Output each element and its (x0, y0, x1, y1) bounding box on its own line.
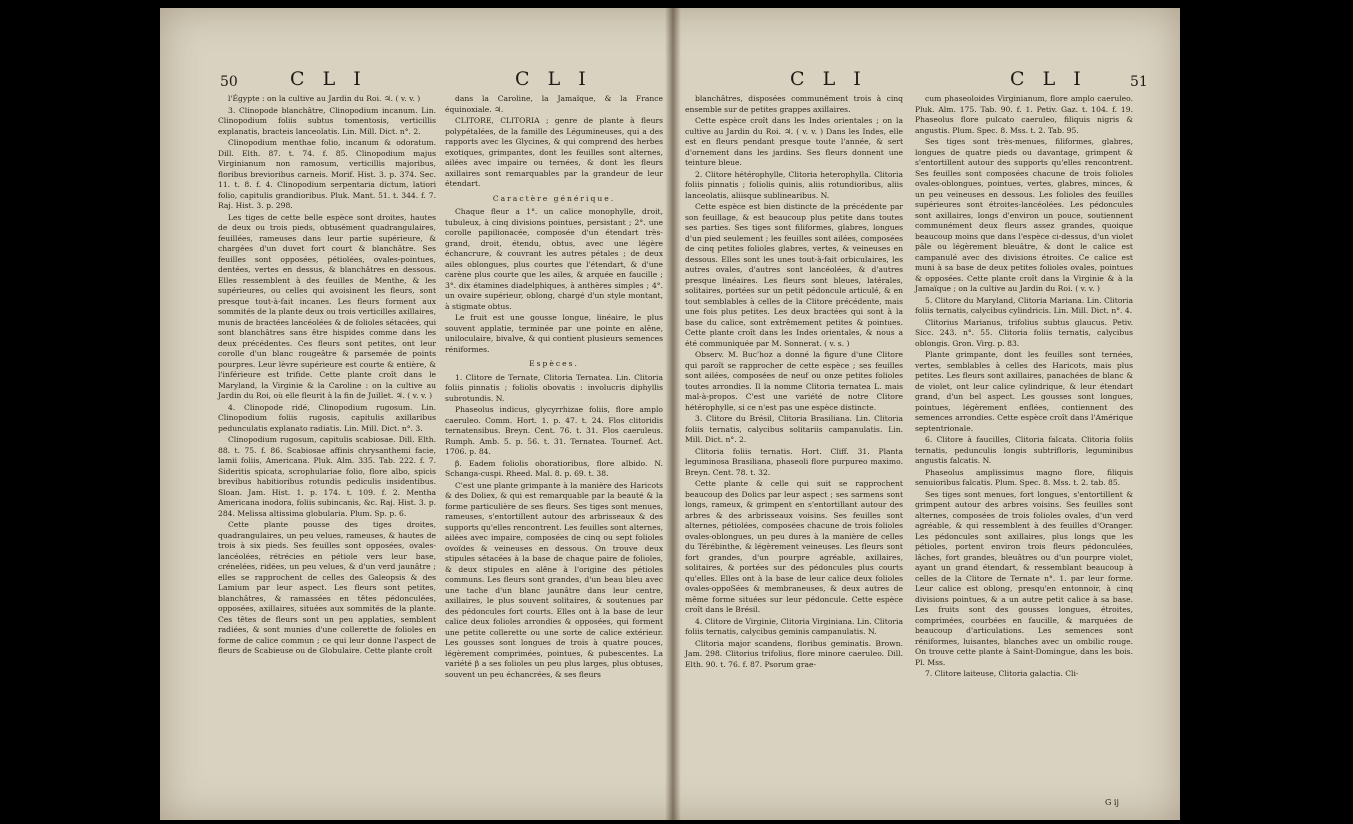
paragraph: C'est une plante grimpante à la manière des Haricots & des Doliex, & qui est remarquable par la beauté & la forme particulière de ses fleurs. Ses tiges sont menues, rameuses, s'entortillent autour des arbrisseaux & des supports qu'elles rencontrent. Les feuilles sont alternes, ailées avec impaire, composées de cinq ou sept folioles ovoïdes & veineuses en dessous. On trouve deux stipules sétacées à la base de chaque paire de folioles, & deux stipules en alêne à l'origine des pétioles communs. Les fleurs sont grandes, d'un beau bleu avec une tache d'un blanc jaunâtre dans leur centre, axillaires, le plus souvent solitaires, & soutenues par des pédoncules fort courts. Elles ont à la base de leur calice deux folioles arrondies & opposées, qui forment une petite collerette ou une sorte de calice extérieur. Les gousses sont longues de trois à quatre pouces, légèrement comprimées, pointues, & pubescentes. La variété β a ses folioles un peu plus larges, plus obtuses, souvent un peu échancrées, & ses fleurs (445, 480, 663, 679)
left-page (160, 8, 670, 820)
paragraph: 3. Clitore du Brésil, Clitoria Brasiliana. Lin. Clitoria foliis ternatis, calycibus solitariis campanulatis. Lin. Mill. Dict. n°. 2. (685, 414, 903, 444)
paragraph: l'Égypte : on la cultive au Jardin du Roi. ♃. ( v. v. ) (228, 94, 421, 103)
paragraph: Clinopodium menthae folio, incanum & odoratum. Dill. Elth. 87. t. 74. f. 85. Clinopodium majus Virginianum non ramosum, verticillis majoribus, floribus brevioribus carneis. Morif. Hist. 3. p. 374. Sec. 11. t. 8. f. 4. Clinopodium serpentaria dictum, latiori folio, capitulis grandioribus. Pluk. Mant. 51. t. 344. f. 7. Raj. Hist. 3. p. 298. (218, 138, 436, 210)
paragraph: Clitorius Marianus, trifolius subtus glaucus. Petiv. Sicc. 243. n°. 55. Clitoria foliis ternatis, calycibus oblongis. Gron. Virg. p. 83. (915, 317, 1133, 348)
paragraph: Espèces. (529, 359, 579, 368)
paragraph: Phaseolus indicus, glycyrrhizae foliis, flore amplo caeruleo. Comm. Hort. 1. p. 47. t. 24. Flos clitoridis ternatensibus. Breyn. Cent. 76. t. 31. Flos caeruleus. Rumph. Amb. 5. p. 56. t. 31. Ternatea. Tournef. Act. 1706. p. 84. (445, 405, 663, 456)
paragraph: 1. Clitore de Ternate, Clitoria Ternatea. Lin. Clitoria foliis pinnatis ; foliolis obovatis : involucris diphyllis subrotundis. N. (445, 372, 663, 403)
paragraph: 4. Clinopode ridé, Clinopodium rugosum. Lin. Clinopodium foliis rugosis, capitulis axillaribus pedunculatis explanato radiatis. Lin. Mill. Dict. n°. 3. (218, 402, 436, 433)
book-spread (160, 8, 1180, 820)
text-column (445, 94, 663, 681)
paragraph: 7. Clitore laiteuse, Clitoria galactia. Cli- (925, 669, 1079, 678)
paragraph: Ses tiges sont menues, fort longues, s'entortillent & grimpent autour des arbres voisins. Ses feuilles sont alternes, composées de trois folioles ovales, d'un verd agréable, & qui ressemblent à des feuilles d'Oranger. Les pédoncules sont axillaires, plus longs que les pétioles, portent environ trois fleurs pédonculées, lâches, fort grandes, bleuâtres ou d'un pourpre violet, ayant un grand étendart, & ressemblant beaucoup à celles de la Clitore de Ternate n°. 1. par leur forme. Leur calice est oblong, presqu'en entonnoir, à cinq divisions pointues, & a un autre petit calice à sa base. Les fruits sont des gousses longues, étroites, comprimées, courbées en faucille, & marquées de beaucoup d'articulations. Les semences sont réniformes, luisantes, blanches avec un ombilic rouge. On trouve cette plante à Saint-Domingue, dans les bois. Pl. Mss. (915, 489, 1133, 667)
paragraph: 2. Clitore hétérophylle, Clitoria heterophylla. Clitoria foliis pinnatis ; foliolis quinis, aliis rotundioribus, aliis lanceolatis, aliisque sublinearibus. N. (685, 169, 903, 200)
paragraph: Cette plante pousse des tiges droites, quadrangulaires, un peu velues, rameuses, & hautes de trois à six pieds. Ses feuilles sont opposées, ovales-lancéolées, rétrécies en pétiole vers leur base, crénelées, ridées, un peu velues, & d'un verd jaunâtre ; elles se rapprochent de celles des Galeopsis & des Lamium par leur aspect. Les fleurs sont petites, blanchâtres, & ramassées en têtes pédonculées, opposées, axillaires, situées aux sommités de la plante. Ces têtes de fleurs sont un peu applaties, semblent radiées, & sont munies d'une collerette de folioles en forme de calice commun ; ce qui leur donne l'aspect de fleurs de Scabieuse ou de Globulaire. Cette plante croît (218, 520, 436, 655)
paragraph: cum phaseoloides Virginianum, flore amplo caeruleo. Pluk. Alm. 175. Tab. 90. f. 1. Petiv. Gaz. t. 104. f. 19. Phaseolus flore pulcato caeruleo, filiquis nigris & angustis. Plum. Spec. 8. Mss. t. 2. Tab. 95. (915, 94, 1133, 135)
paragraph: 3. Clinopode blanchâtre, Clinopodium incanum. Lin. Clinopodium foliis subtus tomentosis, verticillis explanatis, bracteis lanceolatis. Lin. Mill. Dict. n°. 2. (218, 105, 436, 136)
paragraph: dans la Caroline, la Jamaïque, & la France équinoxiale. ♃. (445, 94, 663, 114)
paragraph: Le fruit est une gousse longue, linéaire, le plus souvent applatie, terminée par une pointe en alêne, uniloculaire, bivalve, & qui contient plusieurs semences réniformes. (445, 313, 663, 354)
paragraph: Chaque fleur a 1°. un calice monophylle, droit, tubuleux, à cinq divisions pointues, persistant ; 2°. une corolle papilionacée, composée d'un étendart très-grand, droit, étendu, obtus, avec une légère échancrure, & couvrant les autres pétales ; de deux ailes oblongues, plus courtes que l'étendart, & d'une carène plus courte que les ailes, & arquée en faucille ; 3°. dix étamines diadelphiques, à anthères simples ; 4°. un ovaire supérieur, oblong, chargé d'un style montant, à stigmate obtus. (445, 207, 663, 311)
paragraph: Clitoria foliis ternatis. Hort. Cliff. 31. Planta leguminosa Brasiliana, phaseoli flore purpureo maximo. Breyn. Cent. 78. t. 32. (685, 446, 903, 477)
paragraph: Cette espèce est bien distincte de la précédente par son feuillage, & est beaucoup plus petite dans toutes ses parties. Ses tiges sont filiformes, glabres, longues d'un pied seulement ; les feuilles sont ailées, composées de cinq petites folioles glabres, vertes, & veineuses en dessous. Elles sont les unes tout-à-fait orbiculaires, les autres ovales, d'autres sont lancéolées, & d'autres presque linéaires. Les fleurs sont bleues, latérales, solitaires, portées sur un petit pédoncule articulé, & en tout semblables à celles de la Clitore précédente, mais une fois plus petites. Les deux bractées qui sont à la base du calice, sont extrêmement petites & pointues. Cette plante croît dans les Indes orientales, & nous a été communiquée par M. Sonnerat. ( v. s. ) (685, 202, 903, 348)
paragraph: Phaseolus amplissimus magno flore, filiquis senuioribus falcatis. Plum. Spec. 8. Mss. t. 2. tab. 85. (915, 467, 1133, 487)
text-column (218, 94, 436, 658)
paragraph: Plante grimpante, dont les feuilles sont ternées, vertes, semblables à celles des Haricots, mais plus petites. Les fleurs sont axillaires, panachées de blanc & de violet, ont leur calice cylindrique, & leur étendart grand, d'un bel aspect. Les gousses sont longues, pointues, légèrement enflées, contiennent des semences arrondies. Cette espèce croît dans l'Amérique septentrionale. (915, 350, 1133, 433)
paragraph: 5. Clitore du Maryland, Clitoria Mariana. Lin. Clitoria foliis ternatis, calycibus cylindricis. Lin. Mill. Dict. n°. 4. (915, 295, 1133, 315)
running-title: C L I (790, 68, 867, 90)
paragraph: Ses tiges sont très-menues, filiformes, glabres, longues de quatre pieds ou davantage, grimpent & s'entortillent autour des supports qu'elles rencontrent. Ses feuilles sont composées chacune de trois folioles ovales-oblongues, pointues, vertes, glabres, minces, & un peu veineuses en dessous. Les folioles des feuilles supérieures sont étroites-lancéolées. Les pédoncules sont axillaires, longs d'environ un pouce, soutiennent communément deux fleurs assez grandes, quoique beaucoup moins que dans l'espèce ci-dessus, d'un violet pâle ou légèrement bleuâtre, & dont le calice est campanulé avec des divisions étroites. Ce calice est muni à sa base de deux petites folioles ovales, pointues & opposées. Cette plante croît dans la Virginie & à la Jamaïque ; on la cultive au Jardin du Roi. ( v. v. ) (915, 137, 1133, 293)
paragraph: Observ. M. Buc'hoz a donné la figure d'une Clitore qui paroît se rapprocher de cette espèce ; ses feuilles sont ailées, composées de neuf ou onze petites folioles toutes arrondies. Il la nomme Clitoria ternatea L. mais mal-à-propos. C'est une variété de notre Clitore hétérophylle, si ce n'est pas une espèce distincte. (685, 350, 903, 412)
text-column (685, 94, 903, 671)
paragraph: CLITORE, CLITORIA ; genre de plante à fleurs polypétalées, de la famille des Légumineuses, qui a des rapports avec les Glycines, & qui comprend des herbes exotiques, grimpantes, dont les feuilles sont alternes, ailées avec impaire ou ternées, & dont les fleurs axillaires sont remarquables par la grandeur de leur étendart. (445, 116, 663, 188)
running-title: C L I (515, 68, 592, 90)
text-column (915, 94, 1133, 681)
paragraph: blanchâtres, disposées communément trois à cinq ensemble sur de petites grappes axillaires. (685, 94, 903, 114)
page-number: 50 (220, 74, 238, 90)
paragraph: Clinopodium rugosum, capitulis scabiosae. Dill. Elth. 88. t. 75. f. 86. Scabiosae affinis chrysanthemi facie, lamii foliis, Americana. Pluk. Alm. 335. Tab. 222. f. 7. Sideritis spicata, scrophulariae folio, flore albo, spicis brevibus habitioribus rotundis pediculis insidentibus. Sloan. Jam. Hist. 1. p. 174. t. 109. f. 2. Mentha Americana inodora, foliis subincanis, &c. Raj. Hist. 3. p. 284. Melissa altissima globularia. Plum. Sp. p. 6. (218, 435, 436, 518)
signature-mark: G ij (1105, 798, 1119, 807)
paragraph: Cette plante & celle qui suit se rapprochent beaucoup des Dolics par leur aspect ; ses sarmens sont longs, rameux, & grimpent en s'entortillant autour des arbres & des arbrisseaux voisins. Ses feuilles sont alternes, pétiolées, composées chacune de trois folioles ovales-oblongues, un peu dures à la manière de celles du Térébinthe, & légèrement veineuses. Les fleurs sont fort grandes, d'un pourpre agréable, axillaires, solitaires, & portées sur des pédoncules plus courts qu'elles. Elles ont à la base de leur calice deux folioles ovales-oppoSées & membraneuses, & deux autres de même forme situées sur leur pédoncule. Cette espèce croît dans le Brésil. (685, 479, 903, 614)
running-title: C L I (1010, 68, 1087, 90)
right-page (675, 8, 1180, 820)
page-number: 51 (1130, 74, 1148, 90)
paragraph: Les tiges de cette belle espèce sont droites, hautes de deux ou trois pieds, obtusément quadrangulaires, feuillées, rameuses dans leur partie supérieure, & chargées d'un duvet fort court & blanchâtre. Ses feuilles sont opposées, pétiolées, ovales-pointues, dentées, vertes en dessus, & blanchâtres en dessous. Elles ressemblent à des feuilles de Menthe, & les supérieures, ou celles qui avoisinent les fleurs, sont presque tout-à-fait incanes. Les fleurs forment aux sommités de la plante deux ou trois verticilles axillaires, munis de bractées lancéolées & de folioles sétacées, qui sont blanchâtres sans être hispides comme dans les deux précédentes. Ces fleurs sont petites, ont leur corolle d'un blanc rougeâtre & parsemée de points pourpres. Leur lèvre supérieure est courte & entière, & l'inférieure est trifide. Cette plante croît dans le Maryland, la Virginie & la Caroline : on la cultive au Jardin du Roi, où elle fleurit à la fin de Juillet. ♃. ( v. v. ) (218, 212, 436, 400)
paragraph: 4. Clitore de Virginie, Clitoria Virginiana. Lin. Clitoria foliis ternatis, calycibus geminis campanulatis. N. (685, 616, 903, 636)
paragraph: Caractère générique. (492, 193, 616, 203)
paragraph: 6. Clitore à faucilles, Clitoria falcata. Clitoria foliis ternatis, pedunculis longis subtrifloris, leguminibus angustis falcatis. N. (915, 435, 1133, 465)
paragraph: Clitoria major scandens, floribus geminatis. Brown. Jam. 298. Clitorius trifolius, flore minore caeruleo. Dill. Elth. 90. t. 76. f. 87. Psorum grae- (685, 638, 903, 669)
running-title: C L I (290, 68, 367, 90)
paragraph: β. Eadem foliolis oboratioribus, flore albido. N. Schanga-cuspi. Rheed. Mal. 8. p. 69. t. 38. (445, 458, 663, 478)
paragraph: Cette espèce croît dans les Indes orientales ; on la cultive au Jardin du Roi. ♃. ( v. v. ) Dans les Indes, elle est en fleurs pendant presque toute l'année, & sert d'ornement dans les jardins. Ses fleurs donnent une teinture bleue. (685, 116, 903, 167)
